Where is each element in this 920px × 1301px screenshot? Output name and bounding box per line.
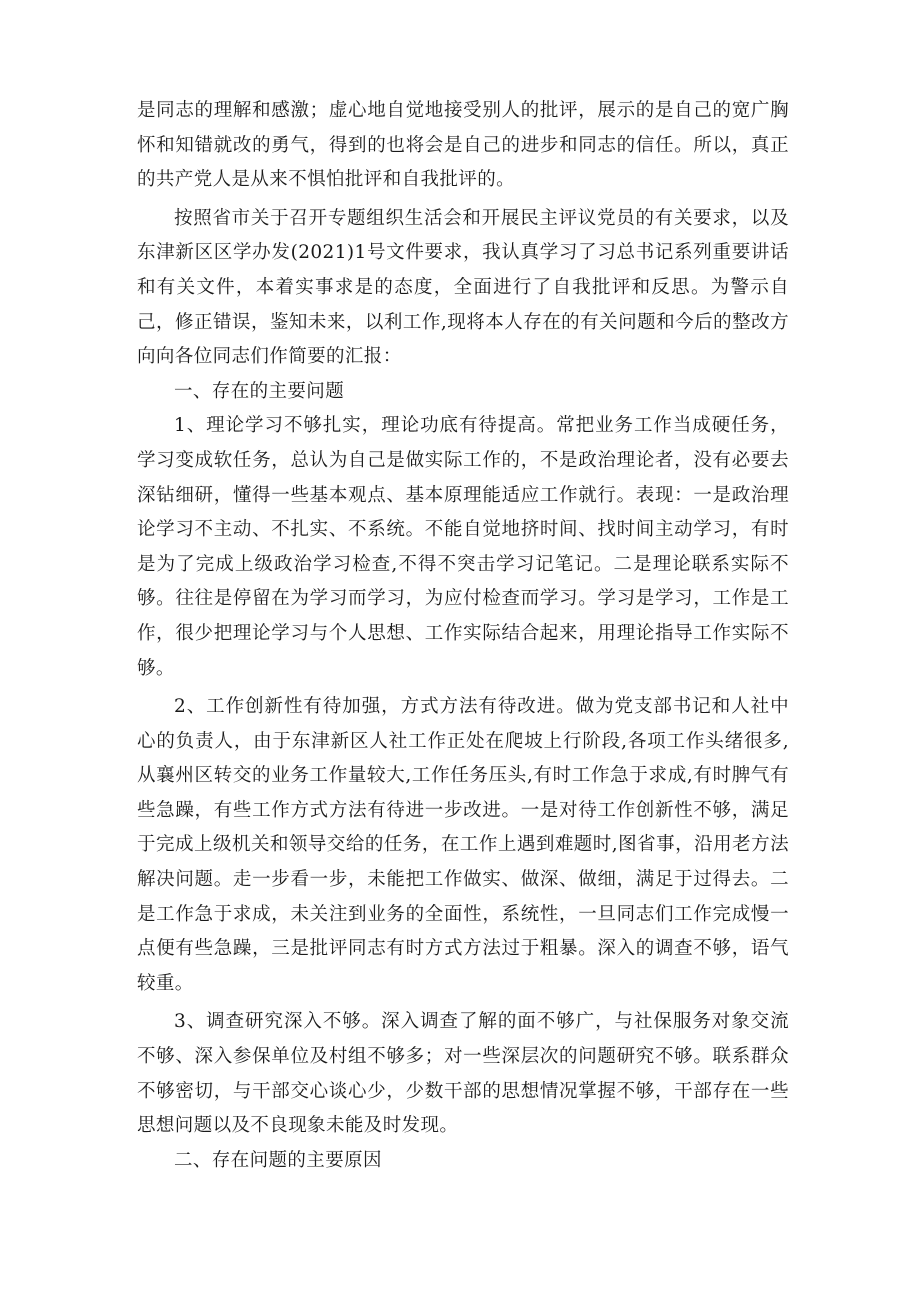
paragraph-problem-1: 1、理论学习不够扎实，理论功底有待提高。常把业务工作当成硬任务，学习变成软任务，总认为自己是做实际工作的，不是政治理论者，没有必要去深钻细研，懂得一些基本观点、基本原理能适应工作就行。表现：一是政治理论学习不主动、不扎实、不系统。不能自觉地挤时间、找时间主动学习，有时是为了完成上级政治学习检查,不得不突击学习记笔记。二是理论联系实际不够。往往是停留在为学习而学习，为应付检查而学习。学习是学习，工作是工作，很少把理论学习与个人思想、工作实际结合起来，用理论指导工作实际不够。 bbox=[137, 415, 789, 679]
section-heading-causes: 二、存在问题的主要原因 bbox=[174, 1149, 382, 1171]
document-body bbox=[137, 94, 789, 1178]
section-heading-main-problems: 一、存在的主要问题 bbox=[174, 380, 345, 402]
paragraph-problem-2: 2、工作创新性有待加强，方式方法有待改进。做为党支部书记和人社中心的负责人，由于东津新区人社工作正处在爬坡上行阶段,各项工作头绪很多,从襄州区转交的业务工作量较大,工作任务压头,有时工作急于求成,有时脾气有些急躁，有些工作方式方法有待进一步改进。一是对待工作创新性不够，满足于完成上级机关和领导交给的任务，在工作上遇到难题时,图省事，沿用老方法解决问题。走一步看一步，未能把工作做实、做深、做细，满足于过得去。二是工作急于求成，未关注到业务的全面性，系统性，一旦同志们工作完成慢一点便有些急躁，三是批评同志有时方式方法过于粗暴。深入的调查不够，语气较重。 bbox=[137, 696, 789, 994]
paragraph-continuation: 是同志的理解和感激；虚心地自觉地接受别人的批评，展示的是自己的宽广胸怀和知错就改的勇气，得到的也将会是自己的进步和同志的信任。所以，真正的共产党人是从来不惧怕批评和自我批评的。 bbox=[137, 100, 789, 191]
paragraph-intro: 按照省市关于召开专题组织生活会和开展民主评议党员的有关要求，以及东津新区区学办发(2021)1号文件要求，我认真学习了习总书记系列重要讲话和有关文件，本着实事求是的态度，全面进行了自我批评和反思。为警示自己，修正错误，鉴知未来，以利工作,现将本人存在的有关问题和今后的整改方向向各位同志们作简要的汇报： bbox=[137, 207, 789, 368]
paragraph-problem-3: 3、调查研究深入不够。深入调查了解的面不够广，与社保服务对象交流不够、深入参保单位及村组不够多；对一些深层次的问题研究不够。联系群众不够密切，与干部交心谈心少，少数干部的思想情况掌握不够，干部存在一些思想问题以及不良现象未能及时发现。 bbox=[137, 1011, 789, 1137]
